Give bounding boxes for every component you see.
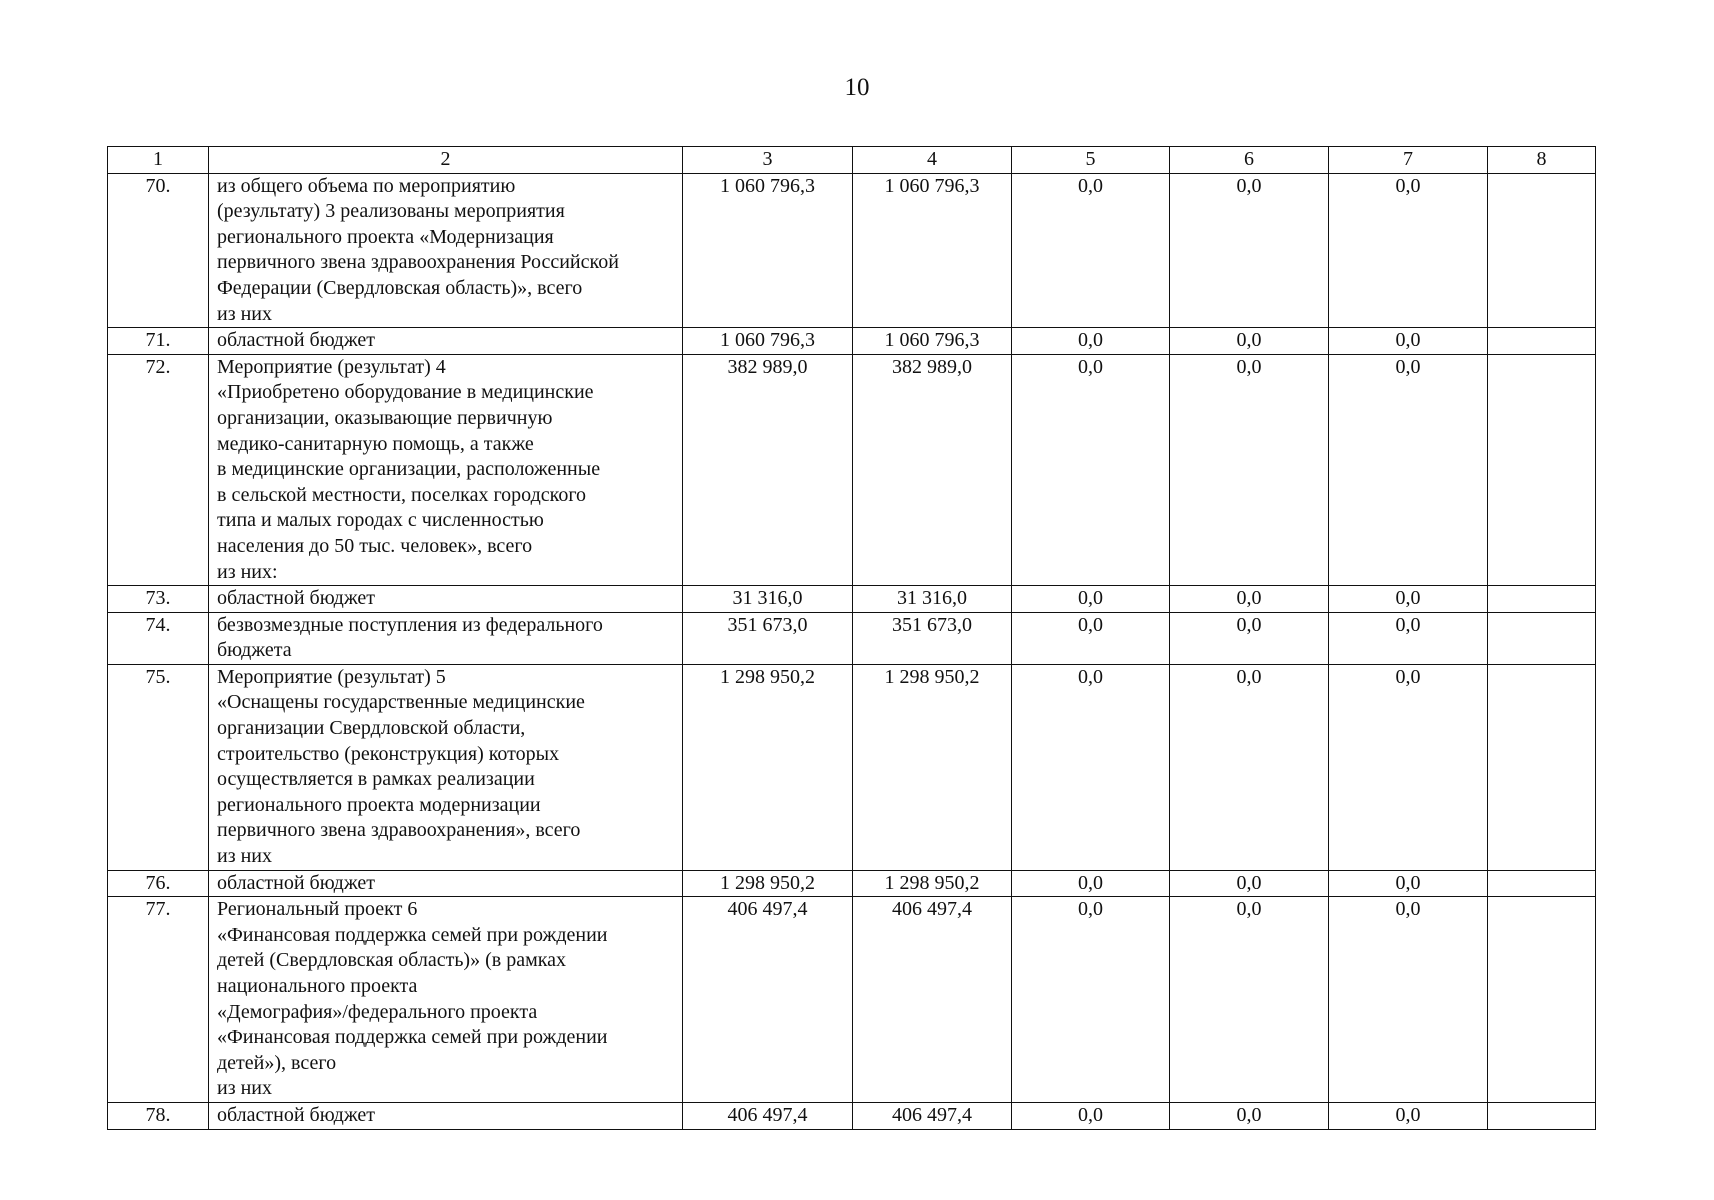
value-cell-c6: 0,0 (1170, 173, 1329, 328)
value-cell-c7: 0,0 (1329, 1102, 1488, 1129)
value-cell-c8 (1488, 328, 1596, 355)
row-description (209, 870, 683, 897)
description-line: безвозмездные поступления из федерального (217, 613, 603, 636)
row-number: 74. (108, 612, 209, 664)
description-line: из них: (217, 560, 278, 583)
description-line: из них (217, 845, 273, 868)
budget-table (107, 146, 1596, 1130)
row-description (209, 328, 683, 355)
column-header: 3 (683, 147, 853, 174)
description-line: областной бюджет (217, 871, 376, 894)
value-cell-c8 (1488, 870, 1596, 897)
value-cell-c4: 382 989,0 (853, 354, 1012, 585)
description-line: бюджета (217, 639, 292, 662)
value-cell-c8 (1488, 612, 1596, 664)
value-cell-c7: 0,0 (1329, 612, 1488, 664)
description-line: строительство (реконструкция) которых (217, 742, 560, 765)
header-row (108, 147, 1596, 174)
table-row (108, 612, 1596, 664)
description-line: регионального проекта «Модернизация (217, 225, 554, 248)
value-cell-c4: 351 673,0 (853, 612, 1012, 664)
value-cell-c4: 406 497,4 (853, 1102, 1012, 1129)
column-header: 1 (108, 147, 209, 174)
value-cell-c8 (1488, 354, 1596, 585)
value-cell-c7: 0,0 (1329, 328, 1488, 355)
page-number: 10 (844, 74, 870, 101)
value-cell-c6: 0,0 (1170, 612, 1329, 664)
value-cell-c5: 0,0 (1012, 612, 1170, 664)
value-cell-c4: 1 298 950,2 (853, 664, 1012, 870)
row-number: 76. (108, 870, 209, 897)
value-cell-c4: 1 060 796,3 (853, 328, 1012, 355)
description-line: Региональный проект 6 (217, 898, 418, 921)
value-cell-c3: 31 316,0 (683, 586, 853, 613)
row-number: 77. (108, 897, 209, 1103)
description-line: национального проекта (217, 975, 418, 997)
value-cell-c3: 1 298 950,2 (683, 664, 853, 870)
description-line: областной бюджет (217, 1103, 376, 1126)
row-description (209, 612, 683, 664)
value-cell-c3: 351 673,0 (683, 612, 853, 664)
value-cell-c7: 0,0 (1329, 664, 1488, 870)
description-line: детей»), всего (217, 1051, 337, 1074)
description-line: Мероприятие (результат) 4 (217, 355, 446, 378)
column-header: 4 (853, 147, 1012, 174)
value-cell-c6: 0,0 (1170, 870, 1329, 897)
row-description (209, 1102, 683, 1129)
value-cell-c7: 0,0 (1329, 897, 1488, 1103)
table-row (108, 586, 1596, 613)
description-line: осуществляется в рамках реализации (217, 768, 535, 791)
table-row (108, 173, 1596, 328)
description-line: «Финансовая поддержка семей при рождении (217, 1026, 608, 1049)
description-line: первичного звена здравоохранения», всего (217, 819, 581, 842)
row-description (209, 586, 683, 613)
description-line: «Демография»/федерального проекта (217, 1000, 538, 1023)
description-line: областной бюджет (217, 329, 376, 352)
description-line: «Оснащены государственные медицинские (217, 691, 585, 714)
value-cell-c7: 0,0 (1329, 870, 1488, 897)
description-line: населения до 50 тыс. человек», всего (217, 534, 533, 557)
table-row (108, 870, 1596, 897)
value-cell-c5: 0,0 (1012, 173, 1170, 328)
value-cell-c8 (1488, 1102, 1596, 1129)
value-cell-c6: 0,0 (1170, 586, 1329, 613)
table-row (108, 664, 1596, 870)
value-cell-c5: 0,0 (1012, 897, 1170, 1103)
column-header: 7 (1329, 147, 1488, 174)
column-header: 5 (1012, 147, 1170, 174)
description-line: «Приобретено оборудование в медицинские (217, 381, 594, 404)
value-cell-c3: 382 989,0 (683, 354, 853, 585)
table-row (108, 897, 1596, 1103)
value-cell-c3: 1 298 950,2 (683, 870, 853, 897)
value-cell-c4: 406 497,4 (853, 897, 1012, 1103)
description-line: из общего объема по мероприятию (217, 174, 516, 197)
value-cell-c5: 0,0 (1012, 1102, 1170, 1129)
description-line: в сельской местности, поселках городского (217, 483, 587, 506)
value-cell-c3: 406 497,4 (683, 897, 853, 1103)
row-description (209, 354, 683, 585)
value-cell-c4: 1 060 796,3 (853, 173, 1012, 328)
description-line: Федерации (Свердловская область)», всего (217, 276, 583, 299)
value-cell-c4: 1 298 950,2 (853, 870, 1012, 897)
column-header: 6 (1170, 147, 1329, 174)
description-line: первичного звена здравоохранения Российской (217, 251, 619, 274)
row-description (209, 173, 683, 328)
value-cell-c5: 0,0 (1012, 328, 1170, 355)
value-cell-c7: 0,0 (1329, 354, 1488, 585)
column-header: 8 (1488, 147, 1596, 174)
column-header: 2 (209, 147, 683, 174)
value-cell-c5: 0,0 (1012, 586, 1170, 613)
value-cell-c3: 1 060 796,3 (683, 328, 853, 355)
value-cell-c5: 0,0 (1012, 664, 1170, 870)
table-row (108, 328, 1596, 355)
description-line: (результату) 3 реализованы мероприятия (217, 200, 565, 223)
value-cell-c6: 0,0 (1170, 897, 1329, 1103)
description-line: регионального проекта модернизации (217, 793, 541, 816)
description-line: «Финансовая поддержка семей при рождении (217, 923, 608, 946)
description-line: из них (217, 1077, 273, 1100)
value-cell-c8 (1488, 664, 1596, 870)
description-line: детей (Свердловская область)» (в рамках (217, 949, 567, 972)
row-number: 72. (108, 354, 209, 585)
value-cell-c5: 0,0 (1012, 870, 1170, 897)
row-description (209, 664, 683, 870)
row-number: 71. (108, 328, 209, 355)
value-cell-c3: 406 497,4 (683, 1102, 853, 1129)
value-cell-c3: 1 060 796,3 (683, 173, 853, 328)
value-cell-c4: 31 316,0 (853, 586, 1012, 613)
description-line: медико-санитарную помощь, а также (217, 432, 534, 455)
description-line: организации, оказывающие первичную (217, 406, 553, 429)
value-cell-c7: 0,0 (1329, 173, 1488, 328)
value-cell-c8 (1488, 586, 1596, 613)
value-cell-c5: 0,0 (1012, 354, 1170, 585)
description-line: областной бюджет (217, 587, 376, 610)
description-line: типа и малых городах с численностью (217, 509, 544, 532)
value-cell-c6: 0,0 (1170, 1102, 1329, 1129)
table-row (108, 1102, 1596, 1129)
row-number: 70. (108, 173, 209, 328)
table-row (108, 354, 1596, 585)
value-cell-c6: 0,0 (1170, 328, 1329, 355)
row-number: 78. (108, 1102, 209, 1129)
value-cell-c8 (1488, 173, 1596, 328)
row-description (209, 897, 683, 1103)
value-cell-c6: 0,0 (1170, 664, 1329, 870)
value-cell-c7: 0,0 (1329, 586, 1488, 613)
description-line: в медицинские организации, расположенные (217, 458, 601, 481)
description-line: Мероприятие (результат) 5 (217, 665, 446, 688)
description-line: организации Свердловской области, (217, 717, 526, 740)
table-body (108, 173, 1596, 1129)
value-cell-c8 (1488, 897, 1596, 1103)
row-number: 75. (108, 664, 209, 870)
description-line: из них (217, 302, 273, 325)
value-cell-c6: 0,0 (1170, 354, 1329, 585)
row-number: 73. (108, 586, 209, 613)
